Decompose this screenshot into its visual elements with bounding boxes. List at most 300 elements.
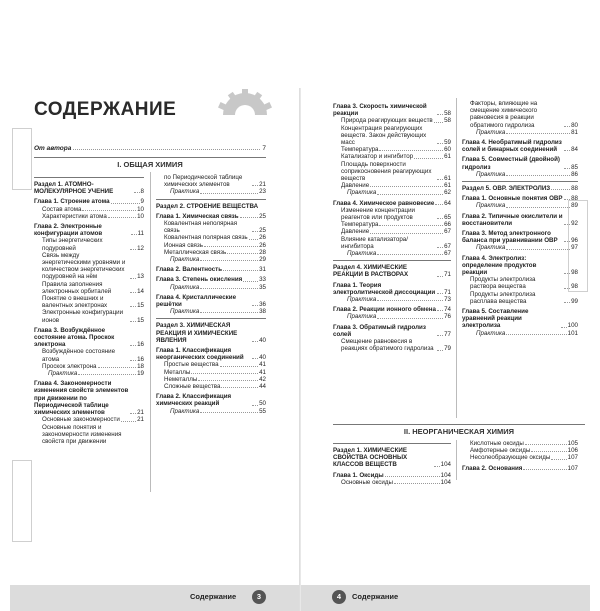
dot-leader (130, 278, 136, 279)
toc-entry-page: 97 (571, 244, 578, 252)
toc-section-entry[interactable] (462, 181, 578, 192)
dot-leader (506, 249, 570, 250)
toc-entry[interactable] (333, 161, 451, 183)
toc-section-entry[interactable] (34, 177, 144, 195)
toc-entry[interactable] (462, 276, 578, 290)
toc-entry-page: 11 (137, 230, 144, 238)
toc-chapter-entry[interactable] (34, 327, 144, 349)
toc-entry-title: Давление (341, 182, 370, 190)
toc-chapter-entry[interactable] (462, 465, 578, 472)
margin-decoration (12, 460, 32, 542)
toc-entry-page: 67 (444, 250, 451, 258)
toc-entry[interactable] (34, 309, 144, 323)
dot-leader (377, 194, 443, 195)
column-divider (456, 440, 457, 480)
dot-leader (414, 158, 443, 159)
toc-entry-title: Понятие о внешних и валентных электронах (42, 295, 108, 310)
toc-entry-title: Возбуждённое состояние атома (42, 348, 116, 363)
toc-entry-title: Глава 2. Основания (462, 464, 523, 472)
toc-practice-entry[interactable] (156, 256, 266, 263)
dot-leader (227, 253, 258, 254)
toc-entry-title: Простые вещества (164, 361, 219, 369)
toc-entry-page: 61 (444, 175, 451, 183)
page-gutter (299, 88, 301, 611)
dot-leader (98, 367, 137, 368)
toc-entry-page: 21 (137, 409, 144, 417)
toc-practice-entry[interactable] (156, 284, 266, 291)
toc-chapter-entry[interactable] (156, 213, 266, 220)
toc-entry-title: Практика (170, 283, 200, 291)
toc-entry-title: Практика (170, 308, 200, 316)
toc-entry[interactable] (462, 291, 578, 305)
section-rule (333, 424, 585, 425)
toc-entry-page: 96 (571, 237, 578, 245)
toc-entry-title: Проскок электрона (42, 362, 97, 370)
toc-entry-title: Амфотерные оксиды (470, 447, 531, 455)
dot-leader (130, 292, 136, 293)
toc-entry-page: 64 (444, 199, 451, 207)
toc-entry-title: Глава 2. Валентность (156, 266, 223, 274)
toc-entry-title: Практика (347, 313, 377, 321)
toc-entry[interactable] (34, 416, 144, 423)
toc-entry-title: Правила заполнения электронных орбиталей (42, 280, 112, 295)
toc-entry-page: 99 (571, 297, 578, 305)
toc-entry-page: 66 (444, 221, 451, 229)
footer-label-right: Содержание (352, 592, 399, 601)
dot-leader (130, 360, 136, 361)
toc-entry-title: Раздел 4. ХИМИЧЕСКИЕ РЕАКЦИИ В РАСТВОРАХ (333, 264, 409, 279)
toc-entry-title: Глава 3. Обратимый гидролиз солей (333, 323, 426, 338)
toc-chapter-entry[interactable] (462, 195, 578, 202)
toc-entry-title: Глава 1. Классификация неорганических соединений (156, 347, 244, 362)
dot-leader (437, 310, 443, 311)
toc-chapter-entry[interactable] (462, 213, 578, 227)
toc-entry-title: Практика (170, 188, 200, 196)
toc-entry-title: Раздел 1. АТОМНО-МОЛЕКУЛЯРНОЕ УЧЕНИЕ (34, 181, 114, 196)
toc-entry-title: Практика (476, 128, 506, 136)
toc-entry-title: Раздел 1. ХИМИЧЕСКИЕ СВОЙСТВА ОСНОВНЫХ КЛАССОВ ВЕЩЕСТВ (333, 447, 408, 469)
toc-entry-title: Глава 5. Совместный (двойной) гидролиз (462, 156, 560, 171)
toc-chapter-entry[interactable] (462, 230, 578, 244)
toc-entry-page: 61 (444, 182, 451, 190)
dot-leader (130, 413, 136, 414)
toc-entry-page: 40 (259, 354, 266, 362)
toc-section-entry[interactable] (333, 260, 451, 278)
toc-entry-title: Глава 1. Теория электролитической диссоциации (333, 281, 436, 296)
toc-column-6 (462, 440, 578, 472)
toc-entry[interactable] (34, 281, 144, 295)
toc-entry-title: Связь между энергетическими уровнями и количеством энергетических подуровней на нём (42, 251, 126, 281)
toc-chapter-entry[interactable] (156, 393, 266, 407)
toc-chapter-entry[interactable] (34, 380, 144, 416)
toc-entry[interactable] (462, 447, 578, 454)
toc-entry[interactable] (156, 242, 266, 249)
toc-entry-title: Металлическая связь (164, 248, 227, 256)
toc-entry-title: Концентрация реагирующих веществ. Закон действующих масс (341, 124, 427, 147)
toc-entry[interactable] (333, 221, 451, 228)
dot-leader (434, 466, 440, 467)
toc-entry-title: Влияние катализатора/ингибитора (341, 235, 408, 250)
toc-entry-page: 44 (259, 383, 266, 391)
toc-entry[interactable] (156, 383, 266, 390)
toc-entry-title: Природа реагирующих веществ (341, 117, 433, 125)
toc-entry[interactable] (156, 234, 266, 241)
dot-leader (377, 300, 443, 301)
toc-entry[interactable] (34, 206, 144, 213)
dot-leader (252, 231, 258, 232)
dot-leader (437, 179, 443, 180)
toc-entry[interactable] (333, 146, 451, 153)
dot-leader (506, 334, 566, 335)
toc-practice-entry[interactable] (333, 296, 451, 303)
toc-entry-title: Глава 1. Оксиды (333, 471, 384, 479)
toc-entry-title: Типы энергетических подуровней (42, 237, 103, 252)
toc-entry[interactable] (34, 252, 144, 281)
toc-entry-title: Основные закономерности (42, 416, 120, 424)
toc-entry-title: Глава 2. Классификация химических реакций (156, 393, 232, 408)
dot-leader (506, 175, 570, 176)
toc-entry-title: Глава 3. Возбуждённое состояние атома. Проскок электрона (34, 326, 115, 349)
toc-entry-page: 42 (259, 375, 266, 383)
toc-entry-page: 73 (444, 296, 451, 304)
toc-entry-title: Кислотные оксиды (470, 440, 524, 447)
toc-entry-title: Глава 4. Закономерности изменения свойств элементов при движении по Периодической таблице химических элементов (34, 380, 129, 417)
dot-leader (121, 421, 136, 422)
dot-leader (437, 114, 443, 115)
toc-entry-page: 50 (259, 400, 266, 408)
toc-entry[interactable] (34, 295, 144, 309)
toc-entry-page: 26 (259, 234, 266, 242)
toc-entry-page: 29 (259, 256, 266, 264)
toc-entry-page: 79 (444, 345, 451, 353)
toc-entry-title: Глава 5. Составление уравнений реакции электролиза (462, 308, 529, 330)
dot-leader (200, 260, 258, 261)
toc-entry-page: 58 (444, 117, 451, 125)
toc-entry-page: 21 (137, 416, 144, 424)
dot-leader (437, 218, 443, 219)
toc-entry-title: Глава 4. Химическое равновесие (333, 199, 435, 207)
toc-practice-entry[interactable] (462, 129, 578, 136)
toc-entry-title: Ионная связь (164, 241, 203, 249)
toc-entry-page: 62 (444, 189, 451, 197)
toc-entry-title: Давление (341, 228, 370, 236)
toc-column-4 (462, 100, 578, 337)
dot-leader (437, 247, 443, 248)
dot-leader (523, 469, 566, 470)
dot-leader (240, 217, 259, 218)
toc-practice-entry[interactable] (156, 308, 266, 315)
dot-leader (191, 373, 258, 374)
dot-leader (223, 270, 258, 271)
toc-entry-title: Практика (476, 244, 506, 252)
toc-entry-title: Неметаллы (164, 375, 198, 383)
toc-entry-title: Глава 3. Скорость химической реакции (333, 103, 427, 118)
dot-leader (370, 233, 443, 234)
toc-chapter-entry[interactable] (333, 282, 451, 296)
dot-leader (200, 193, 258, 194)
toc-chapter-entry[interactable] (333, 200, 451, 207)
toc-entry-page: 31 (259, 266, 266, 274)
toc-entry[interactable] (34, 424, 144, 446)
toc-entry-page: 10 (137, 205, 144, 213)
dot-leader (221, 387, 258, 388)
toc-entry-page: 81 (571, 128, 578, 136)
dot-leader (437, 335, 443, 336)
dot-leader (561, 327, 567, 328)
dot-leader (437, 350, 443, 351)
toc-entry[interactable] (156, 376, 266, 383)
toc-column-3 (333, 100, 451, 353)
toc-entry-title: Температура (341, 221, 379, 229)
toc-column-2 (156, 174, 266, 415)
toc-entry-page: 23 (259, 188, 266, 196)
toc-entry-title: Раздел 3. ХИМИЧЕСКАЯ РЕАКЦИЯ И ХИМИЧЕСКИЕ ЯВЛЕНИЯ (156, 322, 238, 344)
toc-entry-page: 16 (137, 355, 144, 363)
toc-entry-title: Ковалентная неполярная связь (164, 220, 238, 235)
toc-entry-page: 65 (444, 214, 451, 222)
toc-entry[interactable] (156, 369, 266, 376)
toc-entry-title: Характеристики атома (42, 212, 107, 220)
toc-entry-page: 12 (137, 244, 144, 252)
toc-entry-page: 88 (571, 185, 578, 193)
column-divider (456, 98, 457, 418)
dot-leader (252, 405, 258, 406)
toc-entry-page: 104 (440, 478, 451, 486)
dot-leader (243, 281, 258, 282)
toc-entry-page: 101 (567, 329, 578, 337)
toc-entry[interactable] (156, 174, 266, 188)
section-rule (34, 157, 266, 158)
toc-entry[interactable] (34, 348, 144, 362)
toc-entry-title: Смещение равновесия в реакциях обратимого гидролиза (341, 338, 434, 353)
section-heading: II. НЕОРГАНИЧЕСКАЯ ХИМИЯ (403, 427, 515, 436)
margin-decoration (12, 128, 32, 190)
toc-entry-title: Глава 1. Химическая связь (156, 212, 239, 220)
toc-chapter-entry[interactable] (462, 156, 578, 170)
toc-practice-entry[interactable] (333, 313, 451, 320)
toc-entry[interactable] (333, 479, 451, 486)
dot-leader (111, 203, 140, 204)
toc-entry[interactable] (333, 338, 451, 352)
toc-entry-page: 41 (259, 368, 266, 376)
toc-entry-page: 67 (444, 228, 451, 236)
toc-entry-title: Глава 2. Типичные окислители и восстановители (462, 212, 563, 227)
toc-entry-page: 58 (444, 110, 451, 118)
toc-practice-entry[interactable] (333, 189, 451, 196)
dot-leader (78, 374, 136, 375)
toc-entry-title: Раздел 5. ОВР. ЭЛЕКТРОЛИЗ (462, 185, 551, 193)
dot-leader (564, 288, 570, 289)
dot-leader (379, 150, 443, 151)
dot-leader (564, 150, 570, 151)
toc-entry-page: 85 (571, 163, 578, 171)
dot-leader (564, 224, 570, 225)
toc-chapter-entry[interactable] (156, 347, 266, 361)
dot-leader (435, 204, 443, 205)
toc-entry-title: Сложные вещества (164, 383, 221, 391)
toc-section-entry[interactable] (156, 199, 266, 210)
dot-leader (506, 133, 570, 134)
dot-leader (130, 321, 136, 322)
toc-entry[interactable] (34, 213, 144, 220)
toc-chapter-entry[interactable] (156, 276, 266, 283)
toc-entry[interactable] (462, 454, 578, 461)
toc-entry-page: 28 (259, 248, 266, 256)
toc-practice-entry[interactable] (156, 188, 266, 195)
toc-practice-entry[interactable] (34, 370, 144, 377)
toc-entry-page: 16 (137, 341, 144, 349)
toc-entry-page: 25 (259, 212, 266, 220)
footer-label-left: Содержание (190, 592, 237, 601)
toc-entry-page: 59 (444, 139, 451, 147)
toc-entry[interactable] (156, 220, 266, 234)
toc-section-entry[interactable] (156, 318, 266, 344)
toc-entry[interactable] (462, 440, 578, 447)
toc-entry-page: 25 (259, 227, 266, 235)
toc-entry-title: Раздел 2. СТРОЕНИЕ ВЕЩЕСТВА (156, 202, 259, 210)
toc-entry-page: 26 (259, 241, 266, 249)
toc-chapter-entry[interactable] (462, 308, 578, 330)
toc-entry-title: Глава 4. Необратимый гидролиз солей и бинарных соединений (462, 139, 562, 154)
dot-leader (252, 185, 258, 186)
toc-entry[interactable] (34, 363, 144, 370)
toc-entry-page: 55 (259, 407, 266, 415)
dot-leader (200, 288, 258, 289)
toc-entry-page: 71 (444, 271, 451, 279)
toc-entry[interactable] (34, 237, 144, 251)
page-number-left: 3 (252, 590, 266, 604)
toc-entry[interactable] (333, 153, 451, 160)
toc-chapter-entry[interactable] (462, 139, 578, 153)
toc-chapter-entry[interactable] (333, 306, 451, 313)
toc-entry-page: 98 (571, 283, 578, 291)
dot-leader (377, 318, 443, 319)
toc-entry-title: Глава 1. Основные понятия ОВР (462, 195, 563, 203)
toc-practice-entry[interactable] (462, 330, 578, 337)
toc-entry-page: 38 (259, 308, 266, 316)
toc-practice-entry[interactable] (333, 250, 451, 257)
dot-leader (130, 306, 136, 307)
toc-entry[interactable] (333, 207, 451, 221)
dot-leader (252, 358, 258, 359)
dot-leader (437, 293, 443, 294)
toc-entry[interactable] (333, 182, 451, 189)
toc-chapter-entry[interactable] (156, 294, 266, 308)
toc-entry[interactable] (333, 236, 451, 250)
toc-entry-page: 105 (567, 440, 578, 447)
toc-chapter-entry[interactable] (333, 103, 451, 117)
toc-entry-page: 80 (571, 121, 578, 129)
toc-entry-title: Глава 1. Строение атома (34, 198, 110, 206)
toc-entry-page: 14 (137, 287, 144, 295)
dot-leader (82, 210, 136, 211)
toc-entry-page: 86 (571, 170, 578, 178)
dot-leader (370, 186, 443, 187)
toc-entry-page: 92 (571, 219, 578, 227)
toc-entry-title: Практика (347, 250, 377, 258)
dot-leader (525, 444, 567, 445)
toc-practice-entry[interactable] (462, 244, 578, 251)
toc-entry-page: 9 (140, 198, 144, 206)
toc-entry-title: Продукты электролиза раствора вещества (470, 276, 536, 291)
toc-entry-page: 13 (137, 273, 144, 281)
toc-chapter-entry[interactable] (34, 223, 144, 237)
toc-entry-page: 18 (137, 362, 144, 370)
toc-entry-page: 106 (567, 447, 578, 455)
toc-entry-page: 60 (444, 146, 451, 154)
author-line[interactable]: От автора 7 (34, 145, 266, 152)
toc-entry-title: Состав атома (42, 205, 82, 213)
toc-practice-entry[interactable] (156, 408, 266, 415)
toc-entry-page: 107 (567, 454, 578, 462)
toc-entry-page: 84 (571, 146, 578, 154)
dot-leader (564, 241, 570, 242)
toc-entry-title: Практика (476, 329, 506, 337)
toc-entry-title: Электронные конфигурации ионов (42, 309, 124, 324)
dot-leader (564, 199, 571, 200)
toc-entry-page: 40 (259, 336, 266, 344)
dot-leader (379, 225, 443, 226)
toc-entry-title: по Периодической таблице химических элементов (164, 174, 243, 189)
toc-entry[interactable] (333, 125, 451, 147)
dot-leader (564, 302, 570, 303)
toc-chapter-entry[interactable] (333, 324, 451, 338)
toc-entry[interactable] (156, 361, 266, 368)
toc-column-1 (34, 174, 144, 445)
toc-entry-title: Изменение концентрации реагентов или продуктов (341, 206, 416, 222)
toc-entry[interactable] (333, 117, 451, 124)
page-number-right: 4 (332, 590, 346, 604)
toc-entry-page: 61 (444, 153, 451, 161)
toc-chapter-entry[interactable] (156, 266, 266, 273)
dot-leader (551, 189, 570, 190)
dot-leader (249, 239, 258, 240)
toc-chapter-entry[interactable] (333, 472, 451, 479)
toc-entry[interactable] (333, 228, 451, 235)
toc-entry-title: Практика (476, 202, 506, 210)
dot-leader (564, 126, 570, 127)
toc-entry-page: 71 (444, 288, 451, 296)
dot-leader (198, 380, 258, 381)
toc-entry-title: Металлы (164, 368, 191, 376)
toc-entry-title: Несолеобразующие оксиды (470, 454, 551, 462)
toc-entry-page: 10 (137, 212, 144, 220)
toc-entry-page: 104 (440, 461, 451, 469)
gear-icon (213, 89, 277, 115)
toc-column-5 (333, 440, 451, 486)
toc-entry-page: 33 (259, 276, 266, 284)
dot-leader (394, 483, 440, 484)
toc-entry-page: 8 (140, 188, 144, 196)
dot-leader (134, 192, 140, 193)
toc-entry[interactable] (156, 249, 266, 256)
toc-chapter-entry[interactable] (462, 255, 578, 277)
toc-chapter-entry[interactable] (34, 198, 144, 205)
toc-practice-entry[interactable] (462, 171, 578, 178)
dot-leader (130, 345, 136, 346)
toc-entry[interactable] (462, 100, 578, 129)
toc-entry-page: 21 (259, 181, 266, 189)
dot-leader (506, 207, 570, 208)
toc-entry-page: 67 (444, 242, 451, 250)
toc-entry-page: 76 (444, 313, 451, 321)
toc-entry-page: 107 (567, 464, 578, 472)
dot-leader (252, 305, 258, 306)
toc-entry-title: Катализатор и ингибитор (341, 153, 414, 161)
toc-entry-title: Глава 3. Метод электронного баланса при уравнивании ОВР (462, 230, 558, 245)
toc-practice-entry[interactable] (462, 202, 578, 209)
toc-section-entry[interactable] (333, 443, 451, 469)
